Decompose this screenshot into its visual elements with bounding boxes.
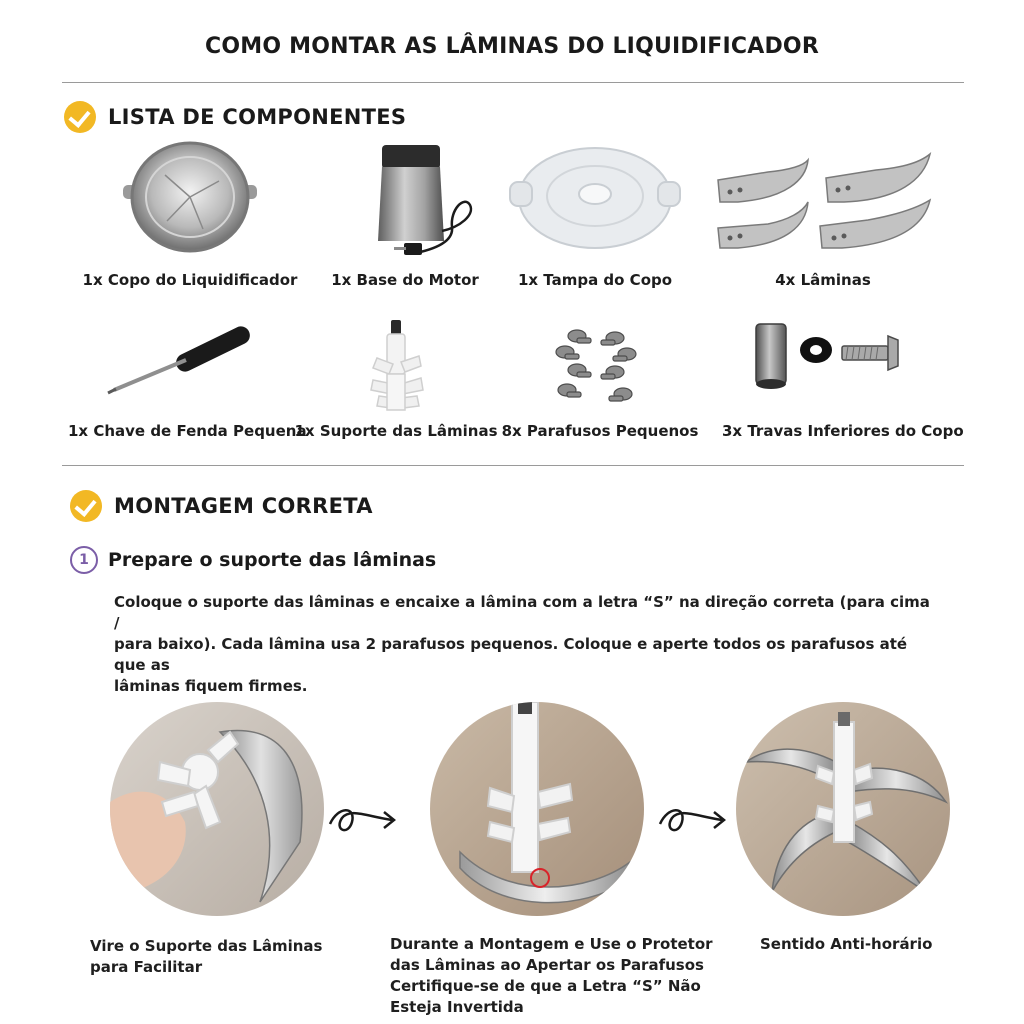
hand-holding-blade-holder-illustration bbox=[110, 702, 324, 916]
step-header bbox=[70, 546, 436, 574]
components-section-title: LISTA DE COMPONENTES bbox=[108, 105, 407, 129]
component-label: 1x Suporte das Lâminas bbox=[294, 422, 498, 440]
motor-base-icon bbox=[330, 135, 480, 260]
divider bbox=[62, 465, 964, 466]
photo-caption: Vire o Suporte das Lâminas para Facilitar bbox=[90, 937, 323, 976]
arrow-right-icon bbox=[656, 800, 730, 840]
component-label: 4x Lâminas bbox=[775, 271, 871, 289]
blade-holder-icon bbox=[281, 318, 511, 413]
check-circle-icon bbox=[70, 490, 102, 522]
step-description: Coloque o suporte das lâminas e encaixe a lâmina com a letra “S” na direção correta (para cima / para baixo). Cada lâmina usa 2 parafusos pequenos. Coloque e aperte todos os parafusos até que as lâminas fiquem firmes. bbox=[114, 593, 930, 695]
photo-assembly-protector bbox=[430, 702, 644, 916]
component-label: 1x Chave de Fenda Pequena bbox=[68, 422, 307, 440]
photo-caption: Durante a Montagem e Use o Protetor das Lâminas ao Apertar os Parafusos Certifique-se de que a Letra “S” Não Esteja Invertida bbox=[390, 935, 713, 1016]
blade-holder-with-blade-illustration bbox=[430, 702, 644, 916]
step-title: Prepare o suporte das lâminas bbox=[108, 549, 437, 571]
component-item bbox=[75, 135, 305, 289]
blades-icon bbox=[708, 140, 938, 255]
components-section-header bbox=[64, 101, 406, 133]
component-item bbox=[68, 318, 307, 440]
page-title: COMO MONTAR AS LÂMINAS DO LIQUIDIFICADOR bbox=[205, 34, 819, 59]
arrow-right-icon bbox=[326, 800, 400, 840]
component-item bbox=[281, 318, 511, 440]
assembly-section-header bbox=[70, 490, 373, 522]
screwdriver-icon bbox=[68, 318, 298, 408]
component-label: 8x Parafusos Pequenos bbox=[501, 422, 699, 440]
component-label: 1x Copo do Liquidificador bbox=[82, 271, 298, 289]
component-item bbox=[708, 140, 938, 289]
assembled-blades-illustration bbox=[736, 702, 950, 916]
screws-icon bbox=[485, 318, 715, 413]
step-number-badge: 1 bbox=[70, 546, 98, 574]
component-label: 1x Base do Motor bbox=[331, 271, 479, 289]
photo-flip-holder bbox=[110, 702, 324, 916]
bottom-locks-icon bbox=[722, 318, 952, 413]
photo-counterclockwise bbox=[736, 702, 950, 916]
component-item bbox=[480, 140, 710, 289]
cup-lid-icon bbox=[480, 140, 710, 255]
check-circle-icon bbox=[64, 101, 96, 133]
component-item bbox=[722, 318, 964, 440]
blender-cup-icon bbox=[115, 135, 265, 255]
photo-caption: Sentido Anti-horário bbox=[760, 935, 933, 953]
divider bbox=[62, 82, 964, 83]
component-label: 1x Tampa do Copo bbox=[517, 271, 673, 289]
component-item bbox=[485, 318, 715, 440]
component-label: 3x Travas Inferiores do Copo bbox=[722, 422, 964, 440]
assembly-section-title: MONTAGEM CORRETA bbox=[114, 494, 373, 518]
